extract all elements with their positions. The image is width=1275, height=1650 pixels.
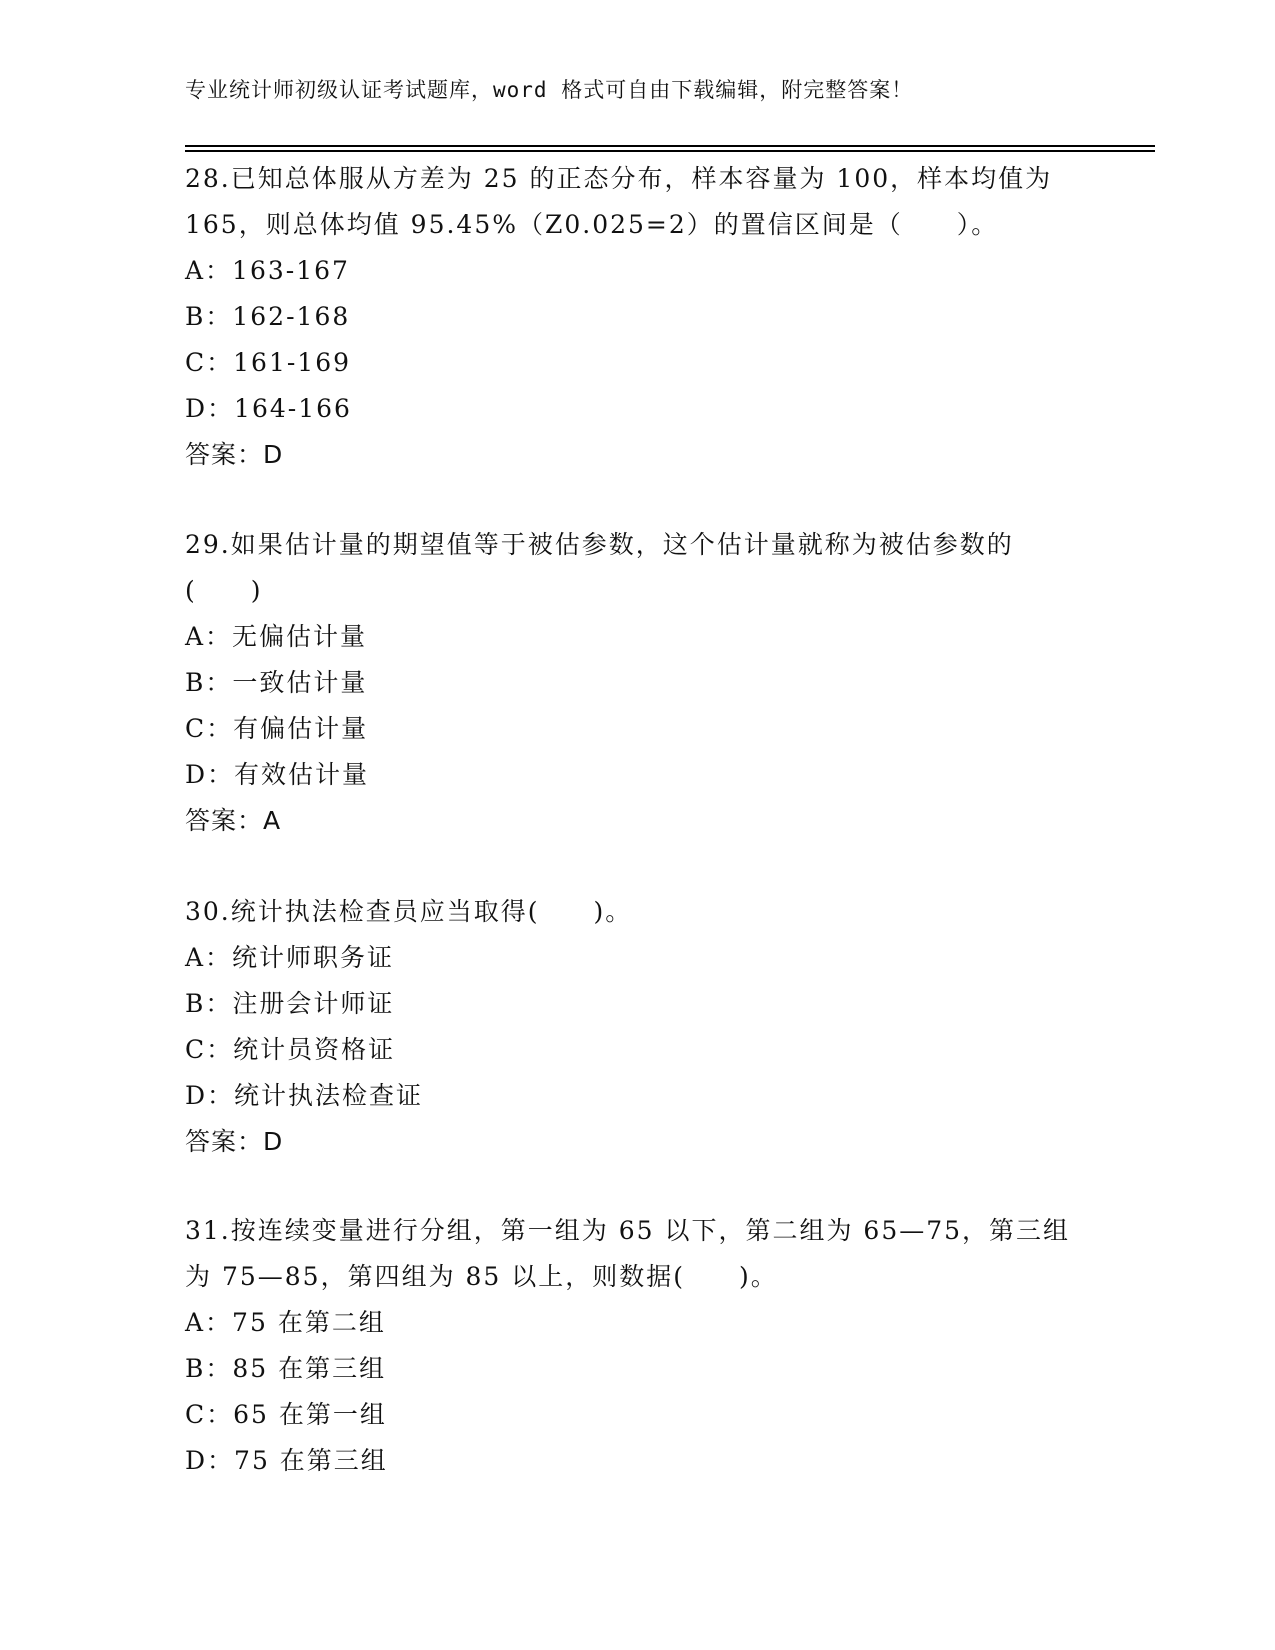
question-text: 28.已知总体服从方差为 25 的正态分布，样本容量为 100，样本均值为 165，则总体均值 95.45%（Z0.025=2）的置信区间是（ ）。: [185, 164, 1053, 239]
option-d: D：有效估计量: [185, 760, 370, 789]
question-30: [185, 889, 1085, 1165]
question-29: [185, 522, 1085, 844]
question-text: 31.按连续变量进行分组，第一组为 65 以下，第二组为 65—75，第三组为 75—85，第四组为 85 以上，则数据( )。: [185, 1216, 1071, 1291]
option-a: A：无偏估计量: [185, 622, 368, 651]
option-c: C：统计员资格证: [185, 1035, 396, 1064]
question-31: [185, 1208, 1085, 1484]
option-b: B：162-168: [185, 302, 351, 331]
header-rule-top: [185, 145, 1155, 147]
question-28: [185, 156, 1085, 478]
option-a: A：163-167: [185, 256, 350, 285]
document-header: 专业统计师初级认证考试题库，word 格式可自由下载编辑，附完整答案！: [185, 78, 914, 102]
question-text: 29.如果估计量的期望值等于被估参数，这个估计量就称为被估参数的( ): [185, 530, 1014, 605]
option-d: D：75 在第三组: [185, 1446, 388, 1475]
option-b: B：一致估计量: [185, 668, 368, 697]
option-a: A：统计师职务证: [185, 943, 395, 972]
option-c: C：有偏估计量: [185, 714, 369, 743]
answer: 答案：D: [185, 440, 284, 469]
option-b: B：85 在第三组: [185, 1354, 387, 1383]
option-b: B：注册会计师证: [185, 989, 395, 1018]
header-rule-bottom: [185, 150, 1155, 152]
answer: 答案：D: [185, 1127, 284, 1156]
option-c: C：161-169: [185, 348, 352, 377]
answer: 答案：A: [185, 806, 282, 835]
option-c: C：65 在第一组: [185, 1400, 387, 1429]
option-a: A：75 在第二组: [185, 1308, 386, 1337]
question-text: 30.统计执法检查员应当取得( )。: [185, 897, 633, 926]
option-d: D：164-166: [185, 394, 352, 423]
option-d: D：统计执法检查证: [185, 1081, 424, 1110]
